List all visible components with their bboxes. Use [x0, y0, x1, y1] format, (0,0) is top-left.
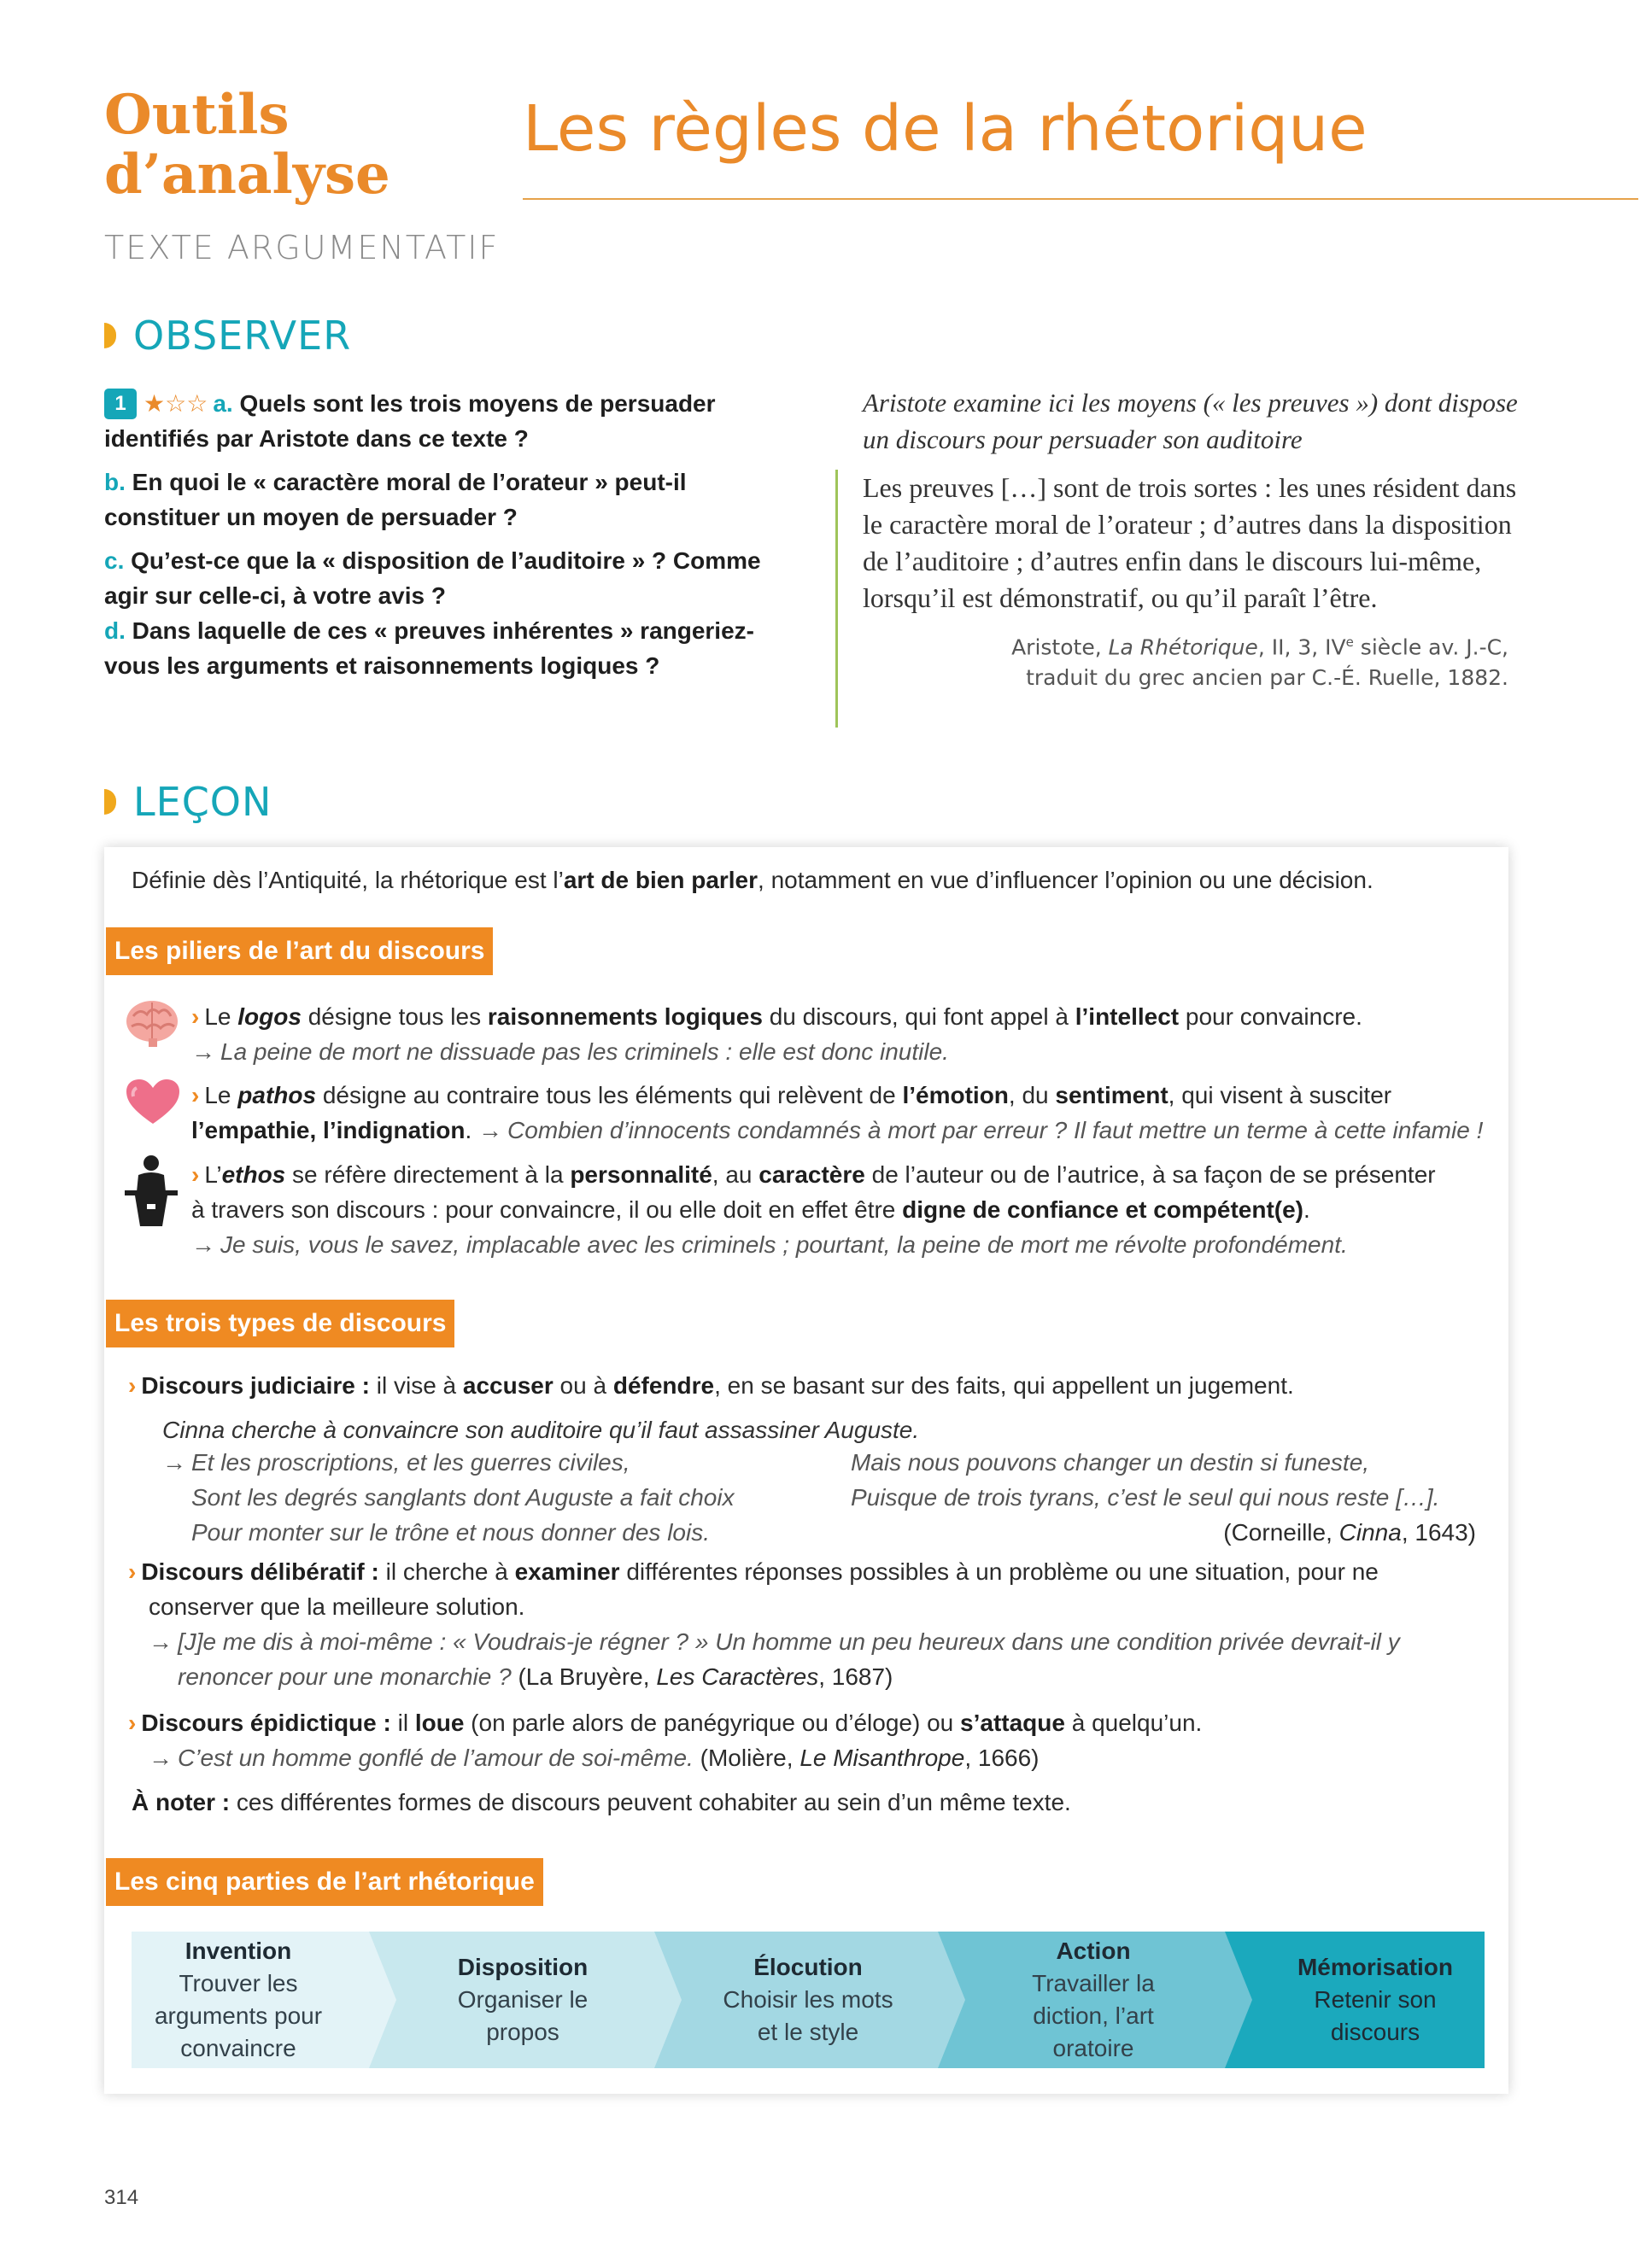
ethos-t1: L’	[204, 1161, 222, 1188]
question-b	[104, 465, 788, 535]
verse-right-1: Mais nous pouvons changer un destin si funeste,	[851, 1449, 1370, 1476]
verse-left-1: Et les proscriptions, et les guerres civiles,	[191, 1449, 630, 1476]
question-a-label: a.	[213, 390, 233, 417]
pathos-t3: désigne au contraire tous les éléments qui relèvent de	[316, 1082, 903, 1108]
step-memorisation	[1273, 1932, 1478, 2068]
ethos-t4: personnalité	[570, 1161, 712, 1188]
judiciaire-t1: il vise à	[369, 1372, 463, 1399]
arrow-right-icon: →	[191, 1231, 215, 1258]
step-elocution-l2: et le style	[757, 2019, 859, 2045]
note-text: ces différentes formes de discours peuvent cohabiter au sein d’un même texte.	[230, 1789, 1071, 1815]
verse-left	[162, 1445, 829, 1550]
logos-t4: raisonnements logiques	[487, 1003, 763, 1030]
difficulty-stars-icon: ★☆☆	[144, 390, 208, 417]
epidictique-item	[128, 1705, 1486, 1775]
ethos-example: Je suis, vous le savez, implacable avec les criminels ; pourtant, la peine de mort me révolte profondément.	[220, 1231, 1348, 1258]
question-d	[104, 613, 788, 683]
deliberatif-ref-c: , 1687)	[818, 1663, 893, 1690]
intro-a: Définie dès l’Antiquité, la rhétorique est l’	[132, 867, 564, 893]
brand-line1: Outils	[104, 83, 290, 147]
source-sup: e	[1345, 634, 1354, 650]
lecon-heading-label: LEÇON	[133, 779, 272, 825]
quote-text: Les preuves […] sont de trois sortes : les unes résident dans le caractère moral de l’orateur ; d’autres dans la disposition de l’auditoire ; d’autres enfin dans le discours lui-même, lorsqu’il est démonstratif, ou qu’il paraît l’être.	[863, 472, 1517, 613]
chevron-right-icon: ›	[191, 1161, 200, 1188]
step-invention-l2: arguments pour	[154, 2002, 323, 2029]
pathos-t7: , qui visent à susciter	[1168, 1082, 1392, 1108]
ethos-t10: .	[1303, 1196, 1310, 1223]
quote-intro: Aristote examine ici les moyens (« les preuves ») dont dispose un discours pour persuader son auditoire	[863, 388, 1518, 454]
pathos-t4: l’émotion	[902, 1082, 1009, 1108]
verse-right	[851, 1445, 1483, 1550]
quote-bar	[835, 470, 838, 728]
chevron-right-icon: ›	[191, 1082, 200, 1108]
parties-tag: Les cinq parties de l’art rhétorique	[106, 1858, 543, 1906]
question-c	[104, 543, 788, 613]
pathos-t1: Le	[204, 1082, 238, 1108]
deliberatif-item	[128, 1554, 1486, 1694]
judiciaire-t3: ou à	[553, 1372, 613, 1399]
heart-icon	[125, 1078, 181, 1125]
step-disposition	[420, 1932, 625, 2068]
quote-source-line2: traduit du grec ancien par C.-É. Ruelle, 1882.	[1026, 665, 1508, 691]
page-title: Les règles de la rhétorique	[523, 92, 1368, 166]
step-memorisation-l2: discours	[1330, 2019, 1420, 2045]
deliberatif-ex1: [J]e me dis à moi-même : « Voudrais-je régner ? » Un homme un peu heureux dans une condition privée devrait-il y	[178, 1628, 1400, 1655]
question-b-text: En quoi le « caractère moral de l’orateur » peut-il constituer un moyen de persuader ?	[104, 469, 687, 530]
bullet-half-circle-icon	[104, 323, 116, 348]
question-a	[104, 386, 788, 456]
step-disposition-title: Disposition	[457, 1954, 589, 1980]
lecon-heading	[104, 779, 272, 825]
brand-line2: d’analyse	[104, 143, 390, 207]
logos-t5: du discours, qui font appel à	[762, 1003, 1075, 1030]
arrow-right-icon: →	[149, 1628, 173, 1655]
exercise-number: 1	[104, 389, 137, 419]
judiciaire-label: Discours judiciaire :	[141, 1372, 370, 1399]
step-elocution-l1: Choisir les mots	[723, 1986, 893, 2013]
verse-left-3: Pour monter sur le trône et nous donner des lois.	[191, 1519, 711, 1546]
source-author: Aristote,	[1011, 634, 1109, 660]
epidictique-ref-a: (Molière,	[693, 1745, 800, 1771]
judiciaire-t4: défendre	[612, 1372, 715, 1399]
step-disposition-l1: Organiser le	[457, 1986, 589, 2013]
intro-c: , notamment en vue d’influencer l’opinion ou une décision.	[758, 867, 1374, 893]
ethos-term: ethos	[221, 1161, 286, 1188]
title-rule	[523, 198, 1638, 200]
pathos-example: Combien d’innocents condamnés à mort par erreur ? Il faut mettre un terme à cette infamie !	[507, 1117, 1484, 1143]
arrow-right-icon: →	[191, 1038, 215, 1065]
chevron-right-icon: ›	[128, 1710, 137, 1736]
logos-t3: désigne tous les	[301, 1003, 488, 1030]
step-invention-l3: convaincre	[180, 2035, 296, 2061]
deliberatif-t3: différentes réponses possibles à un problème ou une situation, pour ne	[619, 1558, 1379, 1585]
pathos-t5: , du	[1008, 1082, 1056, 1108]
piliers-tag: Les piliers de l’art du discours	[106, 927, 493, 975]
pathos-item	[191, 1078, 1498, 1148]
step-action-l1: Travailler la	[1032, 1970, 1155, 1996]
question-a-text: Quels sont les trois moyens de persuader identifiés par Aristote dans ce texte ?	[104, 390, 716, 452]
deliberatif-t2: examiner	[514, 1558, 620, 1585]
deliberatif-t4: conserver que la meilleure solution.	[149, 1593, 525, 1620]
types-tag: Les trois types de discours	[106, 1300, 454, 1347]
step-memorisation-title: Mémorisation	[1297, 1954, 1454, 1980]
epidictique-label: Discours épidictique :	[141, 1710, 391, 1736]
source-work: La Rhétorique	[1108, 634, 1258, 660]
observer-heading	[104, 313, 351, 359]
chevron-right-icon: ›	[128, 1558, 137, 1585]
ethos-t6: caractère	[758, 1161, 865, 1188]
brand-subtitle: TEXTE ARGUMENTATIF	[104, 229, 500, 266]
cinna-reference	[851, 1515, 1483, 1550]
pathos-t6: sentiment	[1055, 1082, 1168, 1108]
judiciaire-t2: accuser	[462, 1372, 554, 1399]
step-disposition-l2: propos	[486, 2019, 559, 2045]
step-action	[991, 1932, 1196, 2068]
epidictique-t4: s’attaque	[960, 1710, 1065, 1736]
epidictique-t5: à quelqu’un.	[1064, 1710, 1203, 1736]
question-d-text: Dans laquelle de ces « preuves inhérentes » rangeriez-vous les arguments et raisonnements logiques ?	[104, 617, 754, 679]
epidictique-t1: il	[390, 1710, 415, 1736]
arrow-right-icon: →	[162, 1449, 186, 1476]
speaker-podium-icon	[121, 1154, 181, 1228]
chevron-right-icon: ›	[128, 1372, 137, 1399]
question-b-label: b.	[104, 469, 126, 495]
epidictique-ref-c: , 1666)	[964, 1745, 1040, 1771]
judiciaire-example-intro: Cinna cherche à convaincre son auditoire qu’il faut assassiner Auguste.	[162, 1417, 920, 1443]
chevron-right-icon: ›	[191, 1003, 200, 1030]
cinna-ref-b: Cinna	[1338, 1519, 1402, 1546]
verse-right-2: Puisque de trois tyrans, c’est le seul qui nous reste […].	[851, 1484, 1440, 1511]
arrow-right-icon: →	[478, 1117, 503, 1143]
logos-term: logos	[237, 1003, 302, 1030]
deliberatif-t1: il cherche à	[378, 1558, 515, 1585]
step-action-l2: diction, l’art	[1033, 2002, 1154, 2029]
epidictique-t2: loue	[414, 1710, 465, 1736]
brain-icon	[125, 997, 179, 1047]
arrow-right-icon: →	[149, 1745, 173, 1771]
step-action-l3: oratoire	[1052, 2035, 1134, 2061]
deliberatif-ref-a: (La Bruyère,	[511, 1663, 657, 1690]
logos-t7: pour convaincre.	[1179, 1003, 1362, 1030]
step-invention-title: Invention	[184, 1938, 292, 1964]
deliberatif-ex2: renoncer pour une monarchie ?	[178, 1663, 512, 1690]
logos-t1: Le	[204, 1003, 238, 1030]
quote-source	[863, 627, 1508, 693]
question-c-text: Qu’est-ce que la « disposition de l’auditoire » ? Comme agir sur celle-ci, à votre avis ?	[104, 547, 761, 609]
deliberatif-ref-b: Les Caractères	[656, 1663, 819, 1690]
question-d-label: d.	[104, 617, 126, 644]
cinna-ref-a: (Corneille,	[1223, 1519, 1339, 1546]
ethos-t3: se réfère directement à la	[285, 1161, 571, 1188]
page-number: 314	[104, 2186, 139, 2209]
pathos-t8: l’empathie, l’indignation	[191, 1117, 466, 1143]
step-invention-l1: Trouver les	[179, 1970, 298, 1996]
ethos-t9: digne de confiance et compétent(e)	[902, 1196, 1304, 1223]
ethos-t5: , au	[712, 1161, 759, 1188]
source-rest2: siècle av. J.-C,	[1353, 634, 1508, 660]
logos-item	[191, 999, 1490, 1069]
questions-block	[104, 386, 788, 683]
ethos-t7: de l’auteur ou de l’autrice, à sa façon de se présenter	[864, 1161, 1436, 1188]
brand-title	[104, 85, 390, 205]
step-elocution-title: Élocution	[753, 1954, 863, 1980]
intro-b: art de bien parler	[563, 867, 758, 893]
ethos-t8: à travers son discours : pour convaincre, il ou elle doit en effet être	[191, 1196, 903, 1223]
bullet-half-circle-icon	[104, 789, 116, 815]
ethos-item	[191, 1157, 1498, 1262]
epidictique-ref-b: Le Misanthrope	[800, 1745, 965, 1771]
cinna-ref-c: , 1643)	[1401, 1519, 1476, 1546]
note	[132, 1785, 1481, 1820]
step-memorisation-l1: Retenir son	[1314, 1986, 1437, 2013]
judiciaire-item	[128, 1368, 1486, 1403]
quote-source-line1	[863, 627, 1508, 663]
deliberatif-label: Discours délibératif :	[141, 1558, 379, 1585]
question-c-label: c.	[104, 547, 125, 574]
step-elocution	[706, 1932, 911, 2068]
step-action-title: Action	[1056, 1938, 1131, 1964]
epidictique-t3: (on parle alors de panégyrique ou d’éloge) ou	[464, 1710, 961, 1736]
judiciaire-t5: , en se basant sur des faits, qui appellent un jugement.	[714, 1372, 1294, 1399]
step-invention	[140, 1932, 337, 2068]
source-rest: , II, 3, IV	[1257, 634, 1346, 660]
pathos-term: pathos	[237, 1082, 317, 1108]
verse-left-2: Sont les degrés sanglants dont Auguste a fait choix	[191, 1484, 735, 1511]
logos-example: La peine de mort ne dissuade pas les criminels : elle est donc inutile.	[220, 1038, 949, 1065]
observer-heading-label: OBSERVER	[133, 313, 352, 359]
lecon-intro	[132, 862, 1481, 897]
note-label: À noter :	[132, 1789, 231, 1815]
pathos-t9: .	[465, 1117, 479, 1143]
logos-t6: l’intellect	[1075, 1003, 1180, 1030]
epidictique-example: C’est un homme gonflé de l’amour de soi-même.	[178, 1745, 694, 1771]
